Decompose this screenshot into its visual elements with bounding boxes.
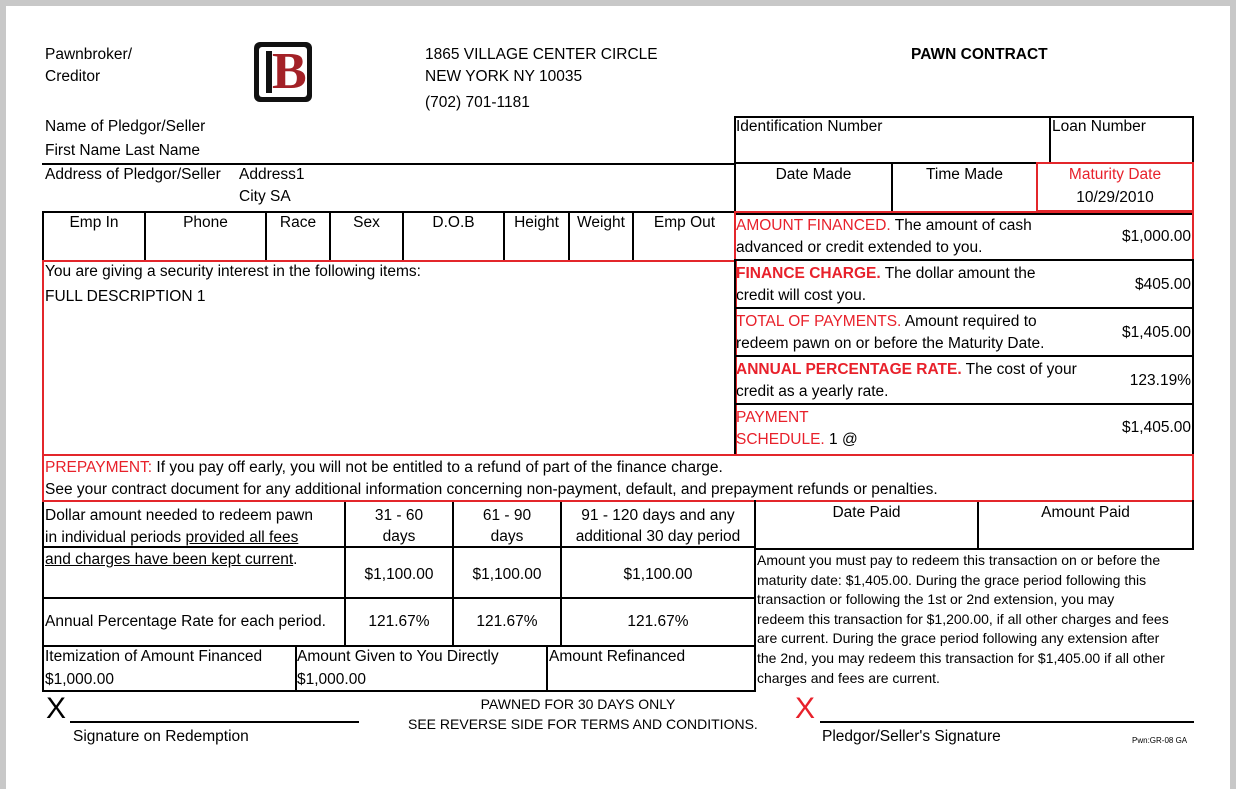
- form-code: Pwn:GR-08 GA: [1132, 736, 1188, 745]
- prepayment-line1: [45, 457, 723, 479]
- apr-period-1: 121.67%: [368, 613, 430, 630]
- maturity-date-value: 10/29/2010: [1076, 189, 1154, 206]
- amount-given-value: $1,000.00: [297, 671, 366, 688]
- divider: [1049, 116, 1051, 164]
- itemization-label: Itemization of Amount Financed: [45, 648, 263, 665]
- amount-financed-line2: advanced or credit extended to you.: [736, 239, 983, 256]
- period-header-1-l2: days: [382, 528, 416, 545]
- loan-number-label: Loan Number: [1052, 118, 1146, 135]
- total-payments-line1: [736, 311, 1037, 333]
- company-address-1: 1865 VILLAGE CENTER CIRCLE: [425, 46, 658, 63]
- date-paid-label: Date Paid: [832, 504, 901, 521]
- pledgor-address-1: Address1: [239, 166, 305, 183]
- payment-schedule-title-1: PAYMENT: [736, 409, 809, 426]
- payment-schedule-detail: 1 @: [829, 431, 858, 448]
- total-payments-line2: redeem pawn on or before the Maturity Date.: [736, 335, 1045, 352]
- period-header-3-l1: 91 - 120 days and any: [581, 507, 735, 524]
- apr-line2: credit as a yearly rate.: [736, 383, 889, 400]
- pledgor-address-2: City SA: [239, 188, 291, 205]
- col-emp-out: Emp Out: [653, 214, 716, 231]
- col-weight: Weight: [577, 214, 625, 231]
- time-made-label: Time Made: [926, 166, 1003, 183]
- col-sex: Sex: [353, 214, 380, 231]
- pledgor-name-label: Name of Pledgor/Seller: [45, 118, 206, 135]
- redeem-label-3b: .: [293, 551, 298, 568]
- col-race: Race: [279, 214, 317, 231]
- redeem-label-2a: in individual periods: [45, 529, 186, 546]
- redeem-note-line: transaction or following the 1st or 2nd extension, you may: [757, 591, 1115, 608]
- total-payments-title: TOTAL OF PAYMENTS.: [736, 313, 902, 330]
- reverse-notice: SEE REVERSE SIDE FOR TERMS AND CONDITIONS.: [408, 716, 758, 732]
- redeem-note-line: are current. During the grace period following any extension after: [757, 630, 1160, 647]
- col-phone: Phone: [183, 214, 228, 231]
- period-header-1-l1: 31 - 60: [374, 507, 424, 524]
- redemption-signature-line[interactable]: [70, 721, 359, 723]
- divider: [42, 502, 44, 692]
- amount-period-1: $1,100.00: [364, 566, 434, 583]
- company-phone: (702) 701-1181: [425, 94, 530, 111]
- apr-period-label: Annual Percentage Rate for each period.: [45, 613, 326, 630]
- pledgor-signature-line[interactable]: [820, 721, 1194, 723]
- amount-period-3: $1,100.00: [623, 566, 693, 583]
- apr-desc: The cost of your: [965, 361, 1077, 378]
- redeem-note-line: charges and fees are current.: [757, 669, 940, 686]
- prepayment-title: PREPAYMENT:: [45, 459, 153, 476]
- company-address-2: NEW YORK NY 10035: [425, 68, 583, 85]
- total-payments-desc: Amount required to: [904, 313, 1037, 330]
- pledgor-x-mark: X: [795, 692, 816, 725]
- redeem-note-line: maturity date: $1,405.00. During the grace period following this: [757, 571, 1147, 588]
- redemption-x-mark: X: [46, 692, 67, 725]
- pledgor-signature-label: Pledgor/Seller's Signature: [822, 728, 1001, 745]
- amount-given-label: Amount Given to You Directly: [297, 648, 499, 665]
- finance-charge-line2: credit will cost you.: [736, 287, 867, 304]
- col-height: Height: [514, 214, 559, 231]
- redeem-label-2b: provided all fees: [185, 529, 299, 546]
- redeem-note-line: the 2nd, you may redeem this transaction for $1,405.00 if all other: [757, 649, 1165, 666]
- signature-redemption-label: Signature on Redemption: [73, 728, 249, 745]
- apr-period-2: 121.67%: [476, 613, 538, 630]
- apr-period-3: 121.67%: [627, 613, 689, 630]
- divider: [42, 690, 756, 692]
- amount-refinanced-label: Amount Refinanced: [549, 648, 686, 665]
- date-made-label: Date Made: [775, 166, 852, 183]
- redeem-label-1: Dollar amount needed to redeem pawn: [45, 507, 313, 524]
- finance-charge-desc: The dollar amount the: [884, 265, 1036, 282]
- maturity-date-label: Maturity Date: [1068, 166, 1162, 183]
- redeem-note-line: redeem this transaction for $1,200.00, if all other charges and fees: [757, 610, 1169, 627]
- pawnbroker-label: Pawnbroker/: [45, 46, 133, 63]
- payment-schedule-line2: [736, 429, 858, 451]
- logo-letter: B: [272, 47, 307, 97]
- itemization-value: $1,000.00: [45, 671, 114, 688]
- creditor-label: Creditor: [45, 68, 101, 85]
- period-header-3-l2: additional 30 day period: [575, 528, 741, 545]
- apr-title: ANNUAL PERCENTAGE RATE.: [736, 361, 962, 378]
- redeem-label-3a: and charges have been kept current: [45, 551, 294, 568]
- divider: [42, 597, 756, 599]
- pledgor-address-label: Address of Pledgor/Seller: [45, 166, 221, 183]
- company-logo: [254, 42, 312, 102]
- prepayment-text: If you pay off early, you will not be entitled to a refund of part of the finance charge.: [156, 459, 723, 476]
- redeem-note: [757, 551, 1195, 688]
- items-description: FULL DESCRIPTION 1: [45, 288, 206, 305]
- divider: [546, 645, 548, 692]
- apr-value: 123.19%: [1129, 372, 1191, 389]
- contract-title: PAWN CONTRACT: [911, 46, 1048, 63]
- items-intro: You are giving a security interest in the following items:: [45, 263, 421, 280]
- amount-financed-line1: [736, 215, 1032, 237]
- pawn-contract-page: [6, 6, 1230, 789]
- redeem-label-3: [45, 549, 297, 571]
- pawned-notice: PAWNED FOR 30 DAYS ONLY: [480, 696, 676, 712]
- redeem-note-line: Amount you must pay to redeem this transaction on or before the: [757, 552, 1161, 568]
- col-emp-in: Emp In: [69, 214, 119, 231]
- finance-charge-line1: [736, 263, 1036, 285]
- period-header-2-l2: days: [490, 528, 524, 545]
- amount-financed-value: $1,000.00: [1122, 228, 1191, 245]
- amount-paid-label: Amount Paid: [1041, 504, 1130, 521]
- period-header-2-l1: 61 - 90: [482, 507, 532, 524]
- pledgor-name-value: First Name Last Name: [45, 142, 201, 159]
- finance-charge-title: FINANCE CHARGE.: [736, 265, 881, 282]
- identification-label: Identification Number: [736, 118, 883, 135]
- apr-line1: [736, 359, 1077, 381]
- payment-schedule-value: $1,405.00: [1122, 419, 1191, 436]
- amount-financed-desc: The amount of cash: [894, 217, 1032, 234]
- prepayment-line2: See your contract document for any additional information concerning non-payment, default, and prepayment refunds or penalties.: [45, 481, 938, 498]
- amount-financed-title: AMOUNT FINANCED.: [736, 217, 891, 234]
- finance-charge-value: $405.00: [1134, 276, 1191, 293]
- payment-schedule-title-2: SCHEDULE.: [736, 431, 825, 448]
- amount-period-2: $1,100.00: [472, 566, 542, 583]
- total-payments-value: $1,405.00: [1122, 324, 1191, 341]
- redeem-label-2: [45, 527, 298, 549]
- col-dob: D.O.B: [432, 214, 475, 231]
